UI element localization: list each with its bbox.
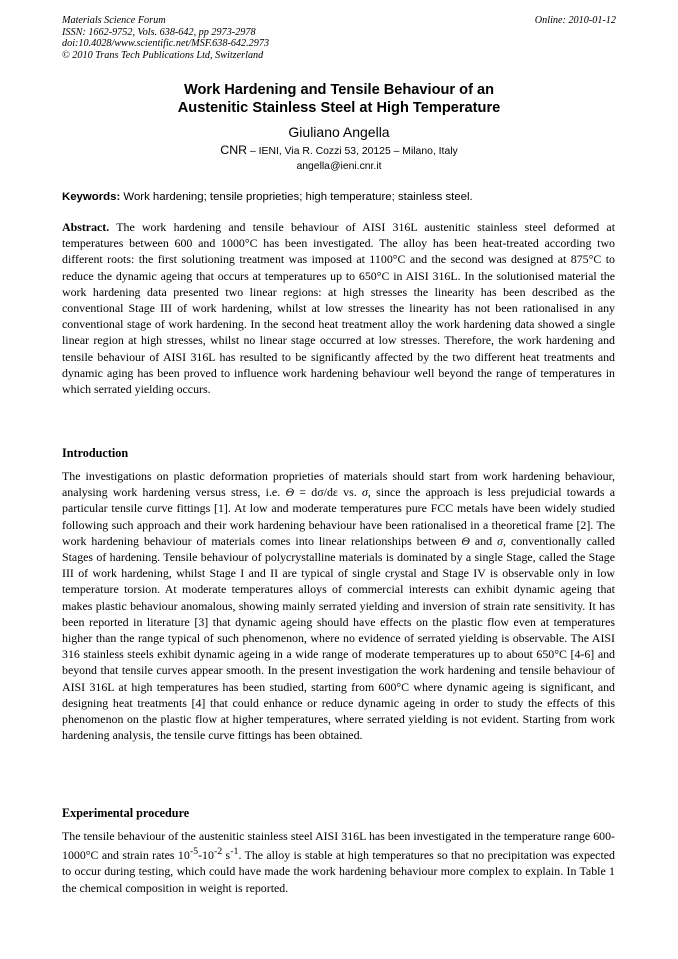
intro-text-a: The investigations on plastic deformation proprieties of materials should start from work hardening behaviour, analysing work hardening versus stress, i.e. <box>62 469 615 500</box>
exp-text-c: s <box>222 848 231 863</box>
sigma-symbol: σ, <box>361 485 371 500</box>
theta-symbol: Θ <box>461 533 470 548</box>
issn-line: ISSN: 1662-9752, Vols. 638-642, pp 2973-2978 <box>62 26 256 38</box>
keywords-text: Work hardening; tensile proprieties; high temperature; stainless steel. <box>120 191 473 203</box>
intro-text-c: conventionally called Stages of hardening. Tensile behaviour of polycrystalline materials is dominated by a single Stage, called the Stage III of work hardening, whilst Stage I and II are typical of single crystal and Stage IV is observable only in low temperature torsion. At moderate temperatures alloys of commercial interests can exhibit dynamic ageing that makes plastic behaviour anomalous, showing mainly serrated yielding and inversion of strain rate sensitivity. It has been reported in literature [3] that dynamic ageing should have effects on the plastic flow even at temperatures higher than the range typical of such phenomenon, where no evidence of serrated yielding is observable. The AISI 316 stainless steels exhibit dynamic ageing in a wide range of moderate temperatures up to about 650°C [4-6] and beyond that tensile curves appear smooth. In the present investigation the work hardening and tensile behaviour of AISI 316L at high temperatures has been studied, starting from 600°C where dynamic ageing is significant, and designing heat treatments [4] that could enhance or reduce dynamic ageing in order to study the effects of this phenomenon on the plastic flow at higher temperatures, where serrated yielding is not evident. Starting from work hardening analysis, the tensile curve fittings has been obtained. <box>62 533 616 743</box>
title-line-1: Work Hardening and Tensile Behaviour of an <box>183 82 495 98</box>
affiliation <box>62 143 616 159</box>
sigma-symbol: σ, <box>497 533 506 548</box>
affiliation-org: CNR <box>220 143 248 157</box>
intro-text-vs: vs. <box>337 485 362 500</box>
abstract-label: Abstract. <box>62 220 110 234</box>
section-heading-introduction: Introduction <box>62 446 129 460</box>
title-line-2: Austenitic Stainless Steel at High Temperature <box>177 100 501 116</box>
journal-name: Materials Science Forum <box>62 15 166 26</box>
exp-text-d: . The alloy is stable at high temperatures so that no precipitation was expected to occur during testing, which could have made the work hardening behaviour more complex to explain. In Table 1 the chemical composition in weight is reported. <box>62 848 615 895</box>
paper-title <box>62 81 616 117</box>
affiliation-address: – IENI, Via R. Cozzi 53, 20125 – Milano, Italy <box>247 146 458 157</box>
exp-text-b: -10 <box>198 848 214 863</box>
journal-header <box>62 15 616 61</box>
affiliation-block <box>62 143 616 174</box>
abstract <box>62 219 615 397</box>
online-date: Online: 2010-01-12 <box>534 15 616 26</box>
intro-text-and: and <box>469 533 498 548</box>
abstract-text: The work hardening and tensile behaviour of AISI 316L austenitic stainless steel deformed at temperatures between 600 and 1000°C has been investigated. The alloy has been heat-treated according two different roots: the first solutioning treatment was imposed at 1100°C and the second was designed at 875°C to reduce the dynamic ageing that occurs at temperatures up to 650°C in AISI 316L. In the solutionised material the work hardening data presented two linear regions: at high stresses the linearity has been described as the conventional Stage III of work hardening, whilst at low stresses the linearity has not been rationalised in any conventional stage of work hardening. In the second heat treatment alloy the work hardening data showed a single linear region at high stresses, whilst no linear stage occurred at low stresses. Therefore, the work hardening and tensile behaviour of AISI 316L has resulted to be significantly affected by the two different heat treatments and dynamic aging has been proved to influence work hardening behaviour well beyond the range of temperatures in which serrated yielding occurs. <box>62 220 615 397</box>
author-name: Giuliano Angella <box>288 124 390 140</box>
intro-text-b: since the approach is less prejudicial towards a particular tensile curve fittings [1]. At low and moderate temperatures pure FCC metals have been widely studied following such approach and their work hardening behaviour have been rationalised in a theoretical frame [2]. The work hardening behaviour of materials comes into linear relationships between <box>62 485 615 548</box>
exponent: -1 <box>230 846 239 858</box>
introduction-paragraph <box>62 468 615 743</box>
section-heading-experimental: Experimental procedure <box>62 806 190 820</box>
keywords <box>62 190 616 204</box>
doi-line: doi:10.4028/www.scientific.net/MSF.638-642.2973 <box>62 38 270 50</box>
theta-symbol: Θ <box>285 485 295 500</box>
author-email: angella@ieni.cnr.it <box>296 161 382 172</box>
exponent: -2 <box>213 846 223 858</box>
copyright-line: © 2010 Trans Tech Publications Ltd, Switzerland <box>62 49 264 61</box>
work-hardening-equation: = dσ/dε <box>294 485 338 500</box>
keywords-label: Keywords: <box>62 191 121 203</box>
experimental-paragraph <box>62 828 615 896</box>
exp-text-a: The tensile behaviour of the austenitic stainless steel AISI 316L has been investigated in the temperature range 600-1000°C and strain rates 10 <box>62 829 615 863</box>
exponent: -5 <box>189 846 199 858</box>
